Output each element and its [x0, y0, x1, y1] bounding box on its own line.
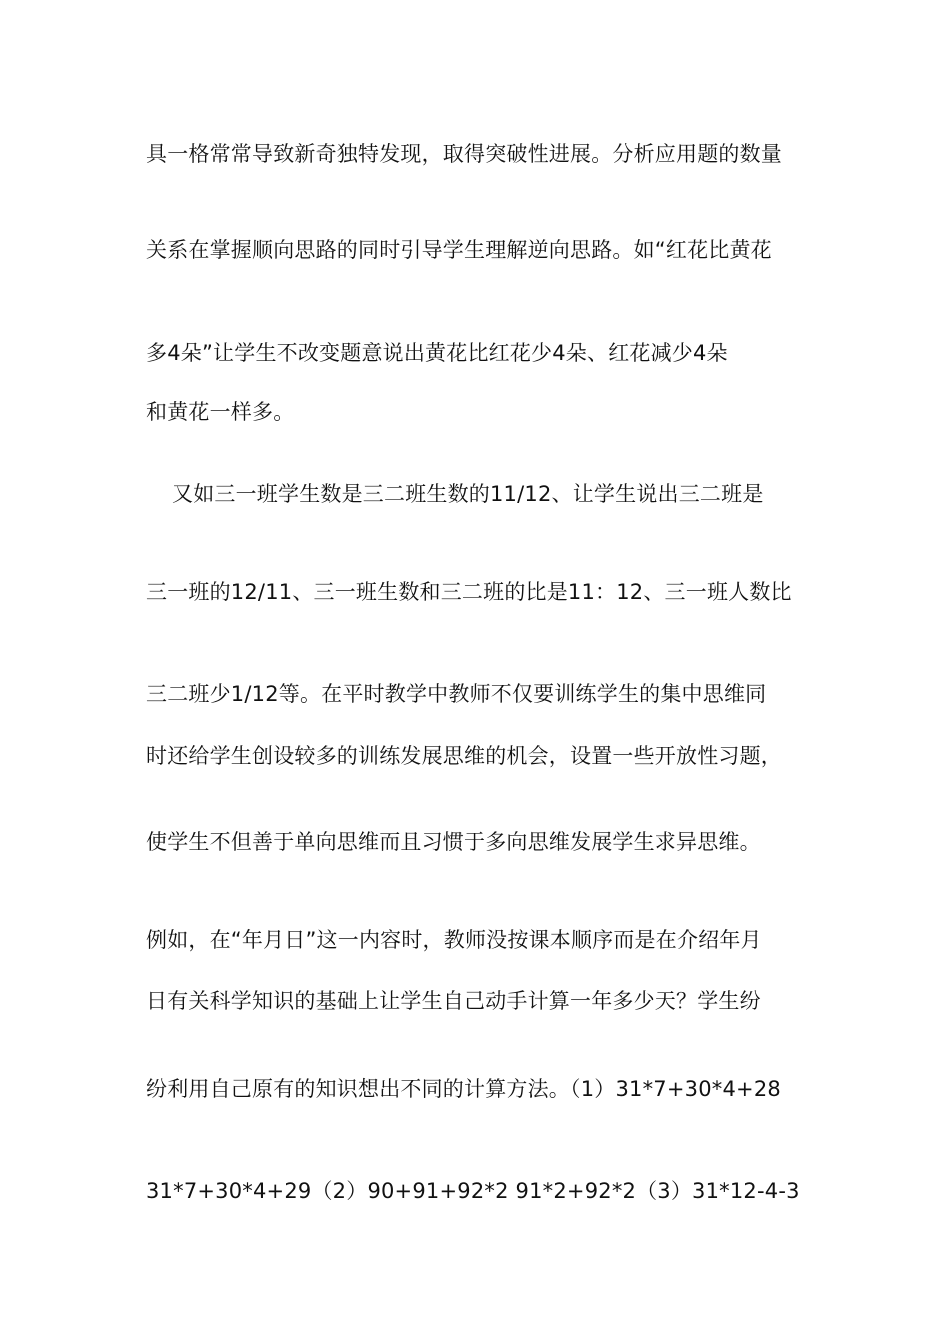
text-line-4: 和黄花一样多。 [146, 400, 295, 424]
text-line-3: 多4朵”让学生不改变题意说出黄花比红花少4朵、红花减少4朵 [146, 341, 728, 365]
text-line-6: 三一班的12/11、三一班生数和三二班的比是11：12、三一班人数比 [146, 580, 792, 604]
text-line-5: 又如三一班学生数是三二班生数的11/12、让学生说出三二班是 [172, 482, 764, 506]
text-line-2: 关系在掌握顺向思路的同时引导学生理解逆向思路。如“红花比黄花 [146, 238, 772, 262]
text-line-13: 31*7+30*4+29（2）90+91+92*2 91*2+92*2（3）31*12-4-3 [146, 1179, 800, 1203]
text-line-10: 例如，在“年月日”这一内容时，教师没按课本顺序而是在介绍年月 [146, 928, 762, 952]
text-line-7: 三二班少1/12等。在平时教学中教师不仅要训练学生的集中思维同 [146, 682, 767, 706]
text-line-11: 日有关科学知识的基础上让学生自己动手计算一年多少天？学生纷 [146, 989, 761, 1013]
text-line-9: 使学生不但善于单向思维而且习惯于多向思维发展学生求异思维。 [146, 830, 761, 854]
text-line-1: 具一格常常导致新奇独特发现，取得突破性进展。分析应用题的数量 [146, 142, 782, 166]
text-line-8: 时还给学生创设较多的训练发展思维的机会，设置一些开放性习题， [146, 744, 782, 768]
text-line-12: 纷利用自己原有的知识想出不同的计算方法。（1）31*7+30*4+28 [146, 1077, 781, 1101]
